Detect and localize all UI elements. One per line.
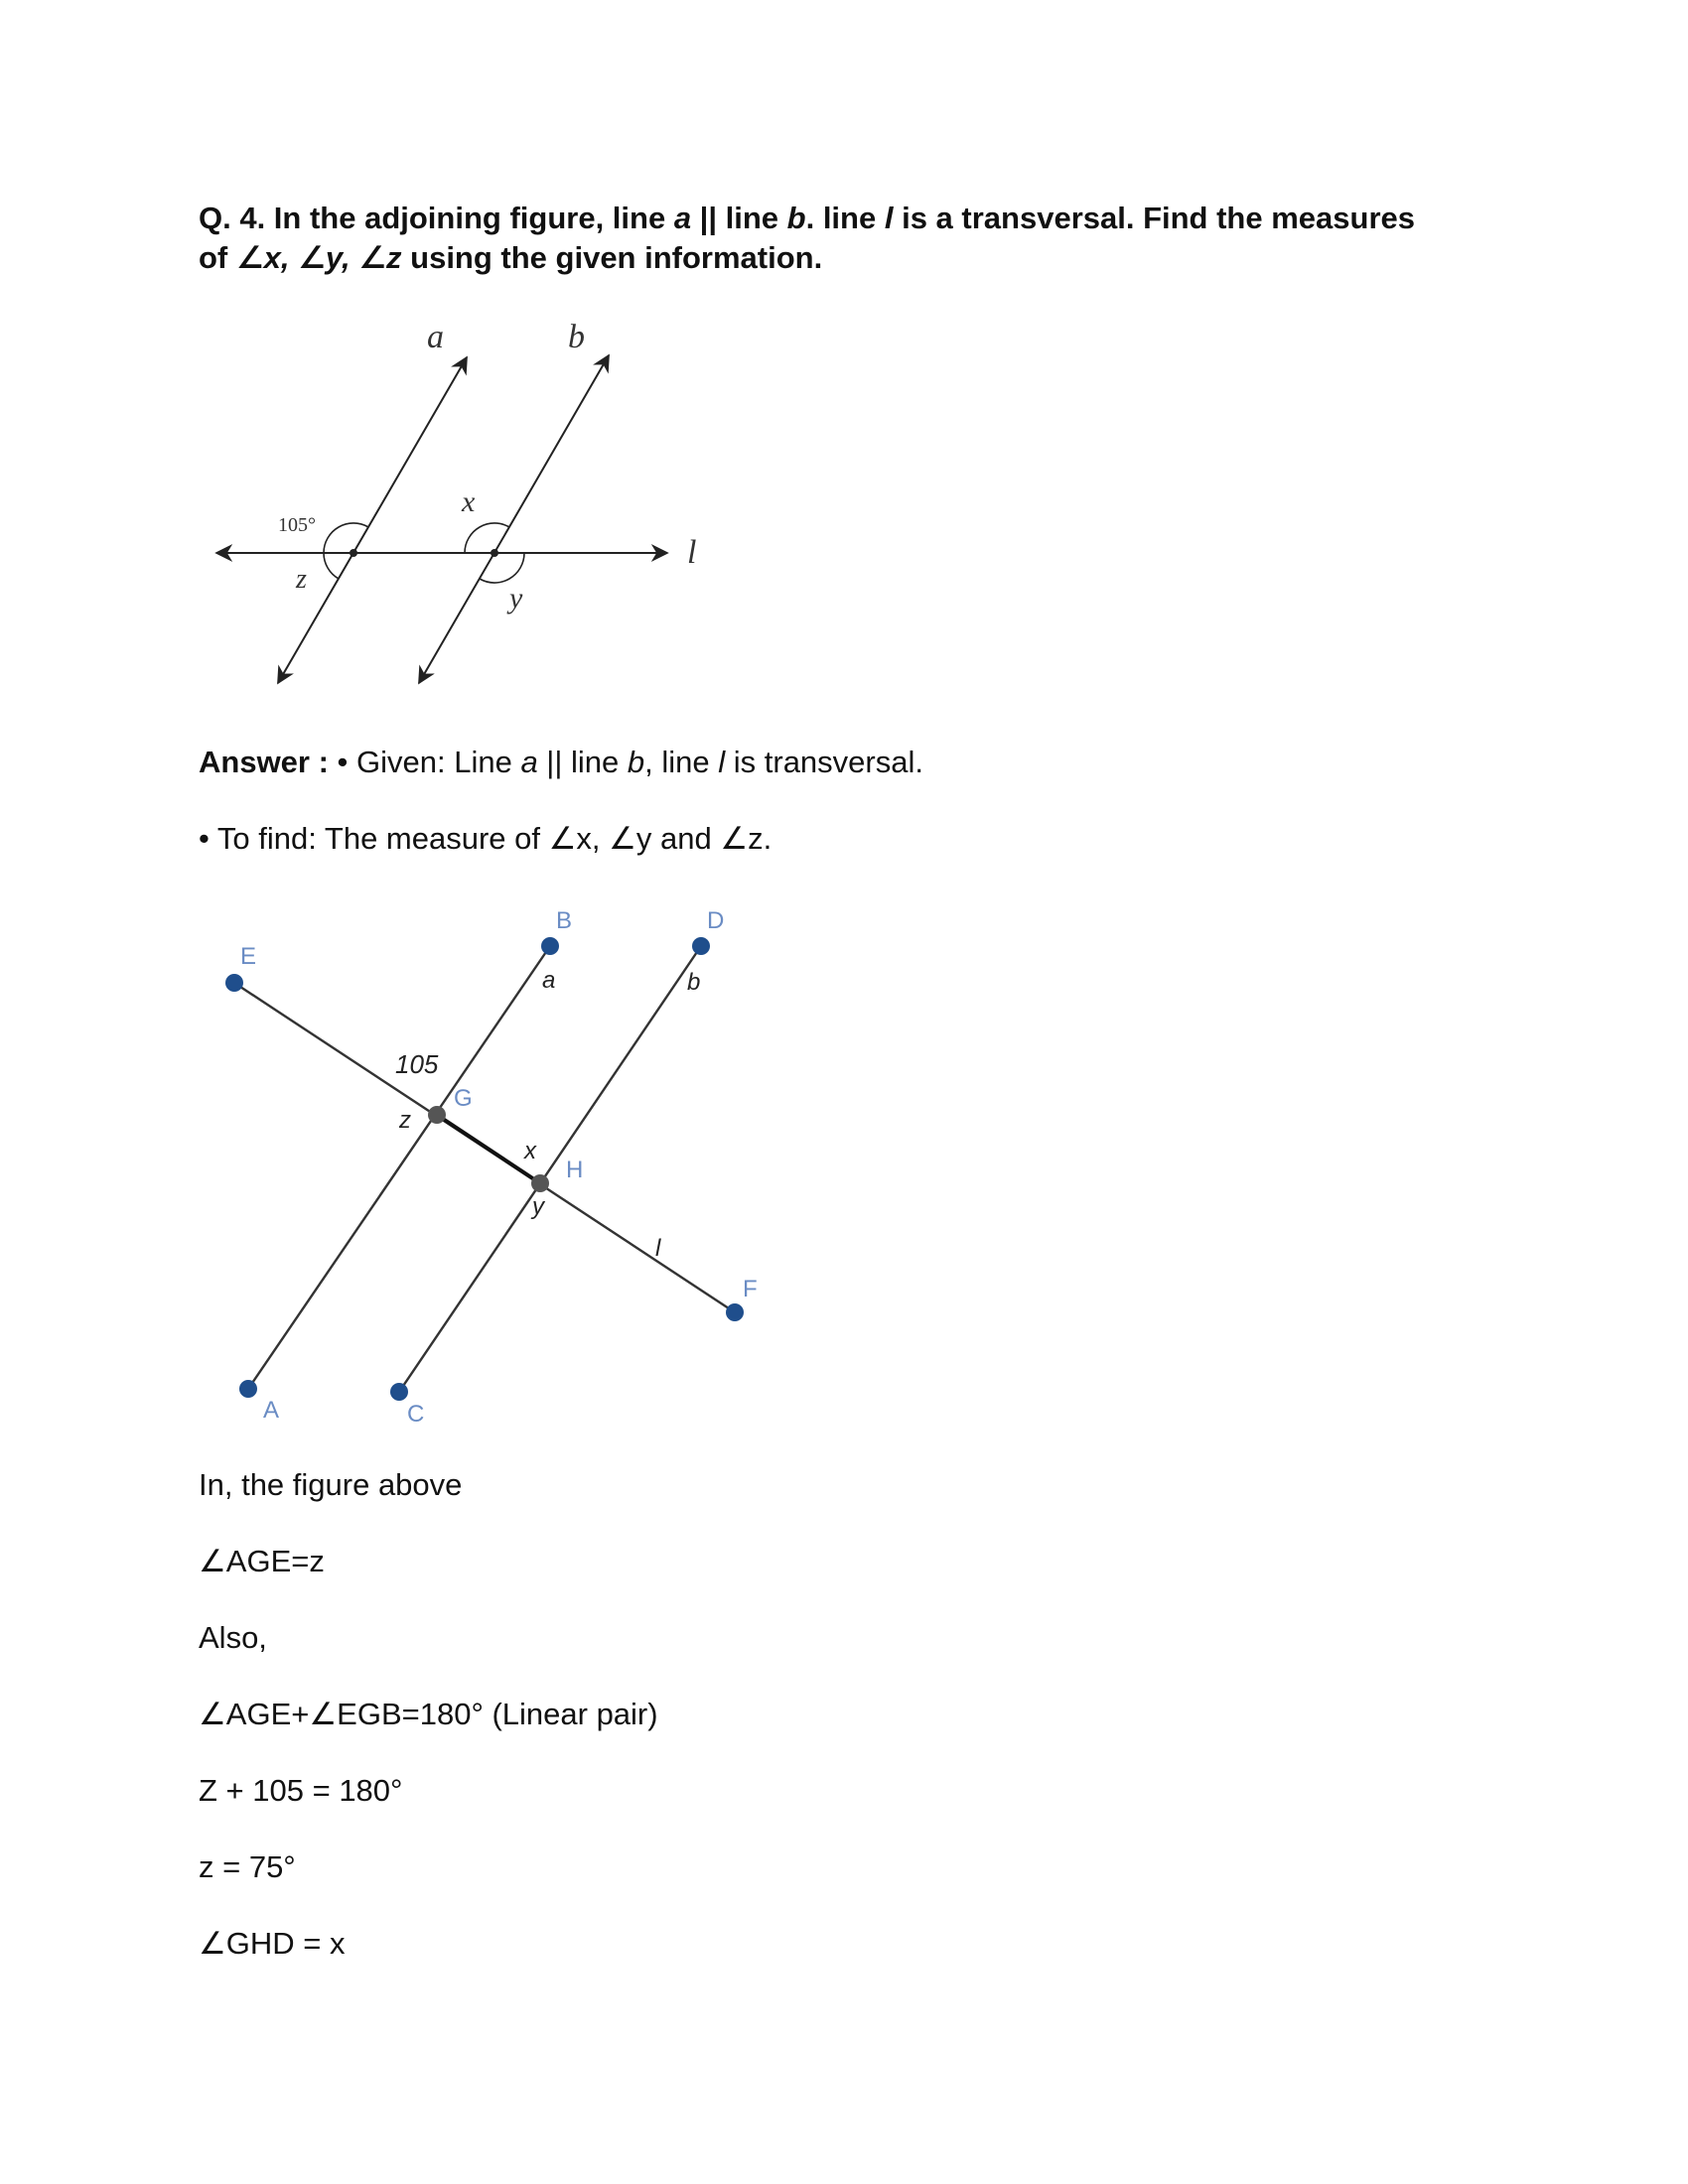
label-point-b: B bbox=[556, 907, 573, 934]
question-line-a: a bbox=[673, 201, 692, 235]
label-line-l: l bbox=[655, 1235, 661, 1262]
angle-arc-z bbox=[324, 553, 339, 579]
question-line-l: l bbox=[884, 201, 894, 235]
answer-given-b: b bbox=[627, 745, 645, 779]
step-3: Also, bbox=[199, 1620, 267, 1655]
answer-given-a: a bbox=[520, 745, 538, 779]
step-4: ∠AGE+∠EGB=180° (Linear pair) bbox=[199, 1697, 658, 1731]
question-angles: ∠x, ∠y, ∠z bbox=[235, 240, 402, 275]
step-2: ∠AGE=z bbox=[199, 1544, 325, 1578]
answer-given-suffix: is transversal. bbox=[725, 745, 923, 779]
label-point-g: G bbox=[454, 1085, 473, 1112]
label-angle-y: y bbox=[532, 1193, 544, 1220]
intersection-point-b bbox=[491, 549, 498, 557]
answer-to-find: • To find: The measure of ∠x, ∠y and ∠z. bbox=[199, 821, 773, 856]
label-point-f: F bbox=[743, 1276, 758, 1302]
step-5: Z + 105 = 180° bbox=[199, 1773, 403, 1808]
answer-heading: Answer : bbox=[199, 745, 329, 779]
answer-given-mid-1: || line bbox=[537, 745, 628, 779]
figure1-label-105: 105° bbox=[278, 514, 316, 536]
figure-labelled-points bbox=[199, 898, 794, 1444]
label-angle-105: 105 bbox=[395, 1049, 439, 1079]
step-1: In, the figure above bbox=[199, 1467, 463, 1502]
question-mid-2: . line bbox=[805, 201, 885, 235]
figure1-label-y: y bbox=[509, 582, 523, 614]
question-text bbox=[199, 199, 1440, 278]
figure1-label-a: a bbox=[427, 319, 444, 355]
step-6: z = 75° bbox=[199, 1849, 296, 1884]
figure1-label-b: b bbox=[568, 319, 585, 355]
label-point-c: C bbox=[407, 1401, 425, 1428]
question-prefix: Q. 4. In the adjoining figure, line bbox=[199, 201, 674, 235]
figure-parallel-lines bbox=[199, 318, 735, 715]
label-line-b: b bbox=[687, 969, 701, 996]
label-point-e: E bbox=[240, 943, 257, 970]
point-c bbox=[390, 1383, 408, 1401]
point-e bbox=[225, 974, 243, 992]
figure1-label-l: l bbox=[687, 534, 697, 571]
label-point-h: H bbox=[566, 1157, 584, 1183]
point-h bbox=[531, 1174, 549, 1192]
answer-given-l: l bbox=[718, 745, 726, 779]
label-point-a: A bbox=[263, 1397, 280, 1424]
answer-given-line bbox=[199, 743, 923, 782]
intersection-point-a bbox=[350, 549, 357, 557]
point-g bbox=[428, 1106, 446, 1124]
step-7: ∠GHD = x bbox=[199, 1926, 346, 1961]
question-line-b: b bbox=[786, 201, 806, 235]
question-suffix: using the given information. bbox=[401, 240, 823, 275]
question-mid-1: || line bbox=[691, 201, 787, 235]
point-b bbox=[541, 937, 559, 955]
line-ab bbox=[248, 946, 550, 1389]
point-f bbox=[726, 1303, 744, 1321]
point-d bbox=[692, 937, 710, 955]
figure1-label-x: x bbox=[462, 485, 476, 518]
answer-given-prefix: • Given: Line bbox=[328, 745, 521, 779]
line-cd bbox=[399, 946, 701, 1392]
label-point-d: D bbox=[707, 907, 725, 934]
question-mid-3: is a transversal. Find the measures of bbox=[199, 201, 1415, 275]
point-a bbox=[239, 1380, 257, 1398]
answer-given-mid-2: , line bbox=[644, 745, 719, 779]
label-angle-z: z bbox=[399, 1107, 411, 1134]
label-angle-x: x bbox=[524, 1138, 536, 1164]
line-b bbox=[419, 355, 609, 683]
figure1-label-z: z bbox=[296, 564, 307, 595]
label-line-a: a bbox=[542, 967, 556, 994]
